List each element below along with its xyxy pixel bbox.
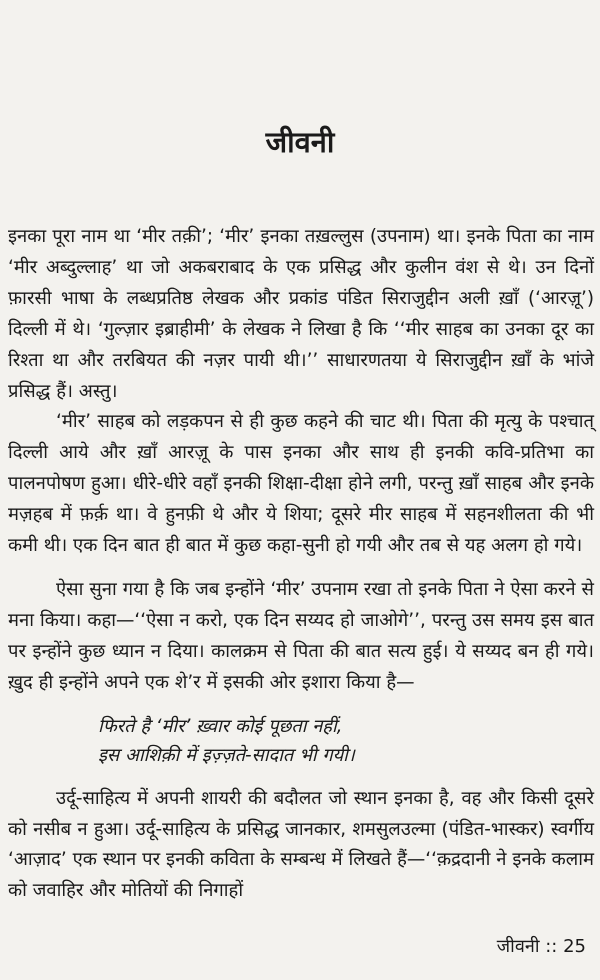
page-number: 25	[563, 936, 586, 957]
page-footer	[497, 934, 586, 960]
footer-separator: ::	[545, 936, 558, 957]
paragraph-2: ‘मीर’ साहब को लड़कपन से ही कुछ कहने की चाट थी। पिता की मृत्यु के पश्चात् दिल्ली आये और ख़ाँ आरज़ू के पास इनका और साथ ही इनकी कवि-प्रतिभा का पालनपोषण हुआ। धीरे-धीरे वहाँ इनकी शिक्षा-दीक्षा होने लगी, परन्तु ख़ाँ साहब और इनके मज़हब में फ़र्क़ था। वे हुनफ़ी थे और ये शिया; दूसरे मीर साहब में सहनशीलता की भी कमी थी। एक दिन बात ही बात में कुछ कहा-सुनी हो गयी और तब से यह अलग हो गये।	[8, 411, 594, 557]
verse-block	[98, 712, 594, 770]
chapter-title: जीवनी	[265, 125, 335, 159]
verse-line-1: फिरते है ‘मीर’ ख़्वार कोई पूछता नहीं,	[98, 715, 343, 737]
verse-line-2: इस आशिक़ी में इज़्ज़ते-सादात भी गयी।	[98, 744, 355, 766]
paragraph-3: ऐसा सुना गया है कि जब इन्होंने ‘मीर’ उपनाम रखा तो इनके पिता ने ऐसा करने से मना किया। कहा—‘‘ऐसा न करो, एक दिन सय्यद हो जाओगे’’, परन्तु उस समय इस बात पर इन्होंने कुछ ध्यान न दिया। कालक्रम से पिता की बात सत्य हुई। ये सय्यद बन ही गये। ख़ुद ही इन्होंने अपने एक शे’र में इसकी ओर इशारा किया है—	[8, 578, 594, 693]
body-text	[8, 222, 594, 907]
paragraph-4: उर्दू-साहित्य में अपनी शायरी की बदौलत जो स्थान इनका है, वह और किसी दूसरे को नसीब न हुआ। उर्दू-साहित्य के प्रसिद्ध जानकार, शमसुलउल्मा (पंडित-भास्कर) स्वर्गीय ‘आज़ाद’ एक स्थान पर इनकी कविता के सम्बन्ध में लिखते हैं—‘‘क़द्रदानी ने इनके कलाम को जवाहिर और मोतियों की निगाहों	[8, 787, 594, 902]
paragraph-1: इनका पूरा नाम था ‘मीर तक़ी’; ‘मीर’ इनका तख़ल्लुस (उपनाम) था। इनके पिता का नाम ‘मीर अब्दुल्लाह’ था जो अकबराबाद के एक प्रसिद्ध और कुलीन वंश से थे। उन दिनों फ़ारसी भाषा के लब्धप्रतिष्ठ लेखक और प्रकांड पंडित सिराजुद्दीन अली ख़ाँ (‘आरज़ू’) दिल्ली में थे। ‘गुल्ज़ार इब्राहीमी’ के लेखक ने लिखा है कि ‘‘मीर साहब का उनका दूर का रिश्ता था और तरबियत की नज़र पायी थी।’’ साधारणतया ये सिराजुद्दीन ख़ाँ के भांजे प्रसिद्ध हैं। अस्तु।	[8, 226, 594, 402]
footer-section: जीवनी	[496, 936, 540, 957]
